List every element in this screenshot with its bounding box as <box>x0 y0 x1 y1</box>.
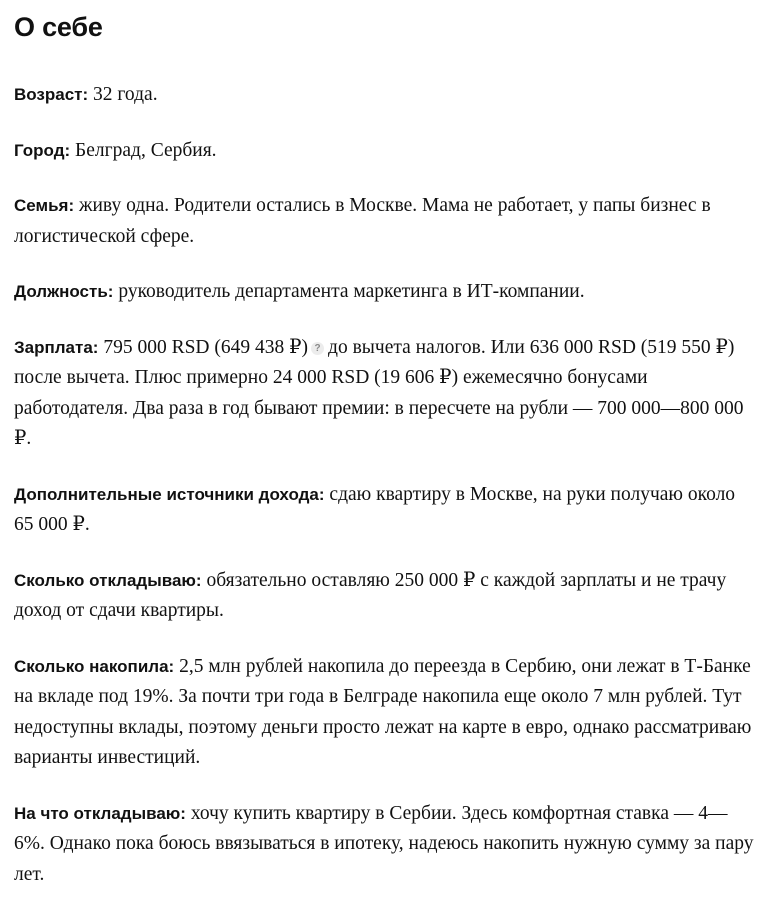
goal-paragraph <box>14 799 754 891</box>
city-text: Белград, Сербия. <box>70 139 217 161</box>
goal-text: хочу купить квартиру в Сербии. Здесь комфортная ставка — 4—6%. Однако пока боюсь ввязываться в ипотеку, надеюсь накопить нужную сумму за пару лет. <box>14 802 754 885</box>
saved-text: 2,5 млн рублей накопила до переезда в Сербию, они лежат в Т-Банке на вкладе под 19%. За почти три года в Белграде накопила еще около 7 млн рублей. Тут недоступны вклады, поэтому деньги просто лежат на карте в евро, однако рассматриваю варианты инвестиций. <box>14 655 752 768</box>
age-text: 32 года. <box>88 84 158 105</box>
section-title: О себе <box>14 12 103 42</box>
saved-label: Сколько накопила: <box>14 656 175 676</box>
age-paragraph <box>14 80 754 111</box>
saving-text: обязательно оставляю 250 000 ₽ с каждой зарплаты и не трачу доход от сдачи квартиры. <box>14 569 727 621</box>
city-paragraph <box>14 136 754 167</box>
city-label: Город: <box>14 140 71 160</box>
position-text: руководитель департамента маркетинга в ИТ-компании. <box>113 281 585 302</box>
position-label: Должность: <box>14 282 114 301</box>
salary-text-a: 795 000 RSD (649 438 ₽) <box>98 336 309 358</box>
salary-paragraph <box>14 333 754 455</box>
article <box>14 10 754 915</box>
family-text: живу одна. Родители остались в Москве. Мама не работает, у папы бизнес в логистической сфере. <box>14 195 711 247</box>
extra-income-text: сдаю квартиру в Москве, на руки получаю около 65 000 ₽. <box>14 483 736 535</box>
position-paragraph <box>14 277 754 308</box>
salary-text-b: до вычета налогов. Или 636 000 RSD (519 550 ₽) после вычета. Плюс примерно 24 000 RSD (19 606 ₽) ежемесячно бонусами работодателя. Два раза в год бывают премии: в пересчете на рубли — 700 000—800 000 ₽. <box>14 336 744 449</box>
age-label: Возраст: <box>14 85 89 104</box>
family-label: Семья: <box>14 196 75 215</box>
currency-help-icon[interactable]: ? <box>311 342 324 355</box>
saving-paragraph <box>14 566 754 627</box>
saving-label: Сколько откладываю: <box>14 570 202 590</box>
extra-income-paragraph <box>14 480 754 541</box>
family-paragraph <box>14 191 754 252</box>
salary-label: Зарплата: <box>14 337 99 357</box>
saved-paragraph <box>14 652 754 774</box>
extra-income-label: Дополнительные источники дохода: <box>14 484 325 504</box>
goal-label: На что откладываю: <box>14 803 186 823</box>
